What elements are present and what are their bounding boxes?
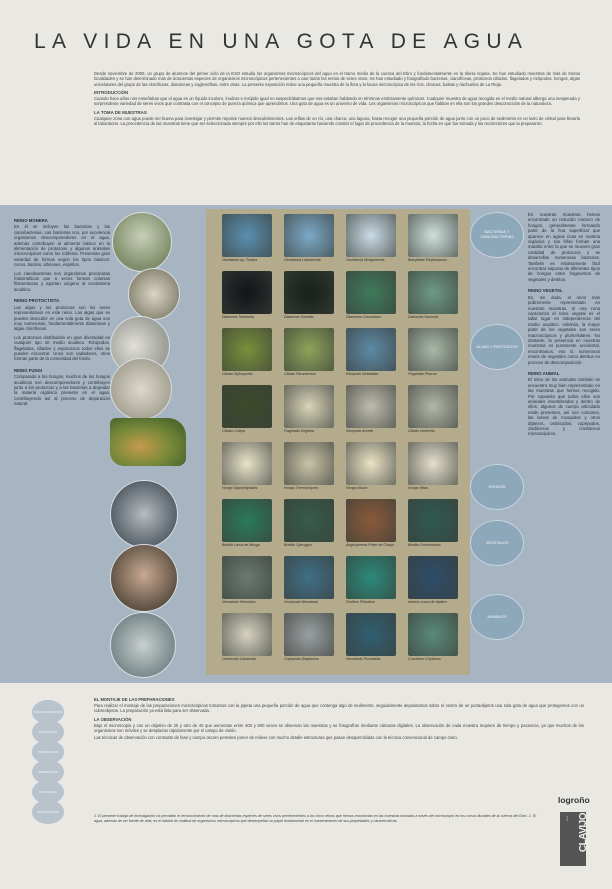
organism-photo — [222, 613, 272, 656]
organism-photo — [346, 214, 396, 257]
organism-photo — [346, 271, 396, 314]
monera-text-2: Los cianobacterias son organismos procariotas fotosintéticos que a veces forman colonias filamentosas y aportan oxígeno al ecosistema acuático. — [14, 270, 110, 292]
organism-photo — [284, 271, 334, 314]
organism-cell — [346, 271, 396, 323]
intro-paragraph: Desde noviembre de 2006, un grupo de alumnos del primer ciclo de la ESO estudia los organismos microscópicos del agua en el tramo medio de la cuenca del Ebro y fundamentalmente en la ribera riojana. Se han estudiado muestras de más de treinta localidades y se han determinado más de doscientas especies de organismos microscópicos pertenecientes a casi todos los reinos de seres vivos. Se han estudiado y fotografiado bacterias, cianofíceas, protozoos ciliados, flagelados y rizópodos, hongos, algas unicelulares del grupo de las cloroficeas, diatomeas y euglenofitas, entre otras. La presente exposición reúne una pequeña muestra de la flora y la fauna microscópica de los ríos, charcas, balsas y riachuelos de La Rioja. — [94, 71, 580, 87]
organism-caption: Diatomea Surirella — [284, 315, 314, 319]
process-step: IDENTIFICACIÓN — [32, 800, 64, 824]
organism-caption: Rizópodo Nebelidae — [346, 372, 379, 376]
monera-text: En él se incluyen las bacterias y las cianobacterias. Las bacterias son, por excelencia organismos descomponedores en el agua, además contribuyen al alimento básico en la alimentación de protozoos y algunos animales microscópicos como los rotíferos. Presentan gran variedad de formas según los tipos básicos: cocos, bacilos, vibriones, espirilos. — [14, 224, 110, 268]
organism-cell — [408, 271, 458, 323]
organism-photo — [346, 385, 396, 428]
organism-caption: Diatomea Navicula — [408, 315, 439, 319]
organism-caption: Ciliado Stylonychia — [222, 372, 253, 376]
organism-photo — [222, 328, 272, 371]
sampling-paragraph: Cualquier zona con agua puede ser buena para investigar y permite reportar nuevos descubrimientos. Las orillas de un río, una charca, una laguna, hasta recoger una pequeña porción de agua junto con un poco de sedimento en un tarro de cristal para llevarla al laboratorio. La procedencia de las muestras tiene que ser seleccionada siempre por ello los tarros han de etiquetarse haciendo constar el lugar de procedencia de la muestra, la fecha en que fue tomada y los recolectores que la prepararon. — [94, 116, 580, 127]
organism-cell — [284, 385, 334, 437]
organism-cell — [222, 556, 272, 608]
fungi-right-text: En nuestras muestras hemos encontrado un reducido número de hongos, generalmente formando parte de la fina superficial que aparece en aguas ricas en materia orgánica y sus hifas forman una maraña entre la que se mueven gran cantidad de protozoos y se desarrollan numerosas bacterias. También es relativamente fácil encontrar esporas de diferentes tipos de hongos entre fragmentos de vegetales y detritus. — [528, 212, 600, 282]
organism-photo — [284, 499, 334, 542]
organism-caption: Nematodo Helmintos — [222, 600, 256, 604]
organism-cell — [346, 214, 396, 266]
organism-photo — [284, 214, 334, 257]
organism-caption: Angiosperma Polen de Chopo — [346, 543, 394, 547]
organism-caption: Oscilatoria sp. Tonsus — [222, 258, 258, 262]
organism-caption: Rizópodo Arcella — [346, 429, 374, 433]
organism-caption: Insecto Larva de díptero — [408, 600, 447, 604]
organism-photo — [222, 556, 272, 599]
category-circle: HONGOS — [470, 464, 524, 510]
organism-caption: Oscilatoria Leptotrichia — [284, 258, 321, 262]
organism-photo — [408, 271, 458, 314]
organism-photo — [284, 328, 334, 371]
organism-photo — [408, 442, 458, 485]
organism-cell — [346, 328, 396, 380]
river-basin-map — [110, 418, 186, 466]
organism-cell — [284, 499, 334, 551]
organism-photo — [408, 499, 458, 542]
organism-photo — [222, 442, 272, 485]
organism-caption: Flagelado Phacus — [408, 372, 437, 376]
organism-photo — [408, 385, 458, 428]
organism-photo — [284, 385, 334, 428]
organism-cell — [408, 385, 458, 437]
logrono-logo: logroño — [558, 795, 590, 805]
organism-cell — [408, 499, 458, 551]
organism-cell — [222, 328, 272, 380]
organism-photo — [222, 271, 272, 314]
vegetal-heading: REINO VEGETAL — [528, 288, 563, 294]
algae-text: Las algas y los protozoos son los seres representativos en este reino. Las algas que se pueden descubrir en una sola gota de agua son muy numerosas, fundamentalmente diatomeas y algas cloroficeas. — [14, 304, 110, 332]
organism-photo — [346, 499, 396, 542]
left-column — [14, 212, 110, 410]
organism-photo — [408, 328, 458, 371]
organism-caption: Flagelado Euglena — [284, 429, 314, 433]
category-circle: ANIMALES — [470, 594, 524, 640]
sampling-heading: LA TOMA DE MUESTRAS — [94, 109, 147, 115]
organism-caption: Ciliado Coleps — [222, 429, 246, 433]
organism-caption: Ciliado Vorticella — [408, 429, 435, 433]
organism-caption: Botryllidae Eleptosaurus — [408, 258, 447, 262]
organism-cell — [408, 442, 458, 494]
organism-caption: Briofito Spirogyra — [284, 543, 312, 547]
right-column — [528, 212, 600, 440]
process-step: OBSERVACIÓN — [32, 760, 64, 784]
organism-caption: Briofito Larva de Musgo — [222, 543, 260, 547]
organism-caption: Diatomea Tabellaria — [222, 315, 254, 319]
organism-cell — [222, 442, 272, 494]
organism-caption: Ostrácodo Nematodo — [284, 600, 319, 604]
clavijo-logo-sub: i.e.s. — [565, 815, 569, 822]
animal-text: El reino de los animales también se encuentra muy bien representado en las muestras que hemos recogido. Por supuesto que todos ellos son animales invertebrados y dentro de ellos, algunos de cuerpo articulado están presentes, así son comunes, las larvas de mosquitos y otros dípteros, ostrácodos, copépodos, cladóceros y crustáceos microscópicos. — [528, 377, 600, 437]
protoctista-heading: REINO PROTOCTISTA — [14, 298, 60, 304]
process-step: TOMA DE MUESTRAS — [32, 700, 64, 724]
organism-photo — [346, 556, 396, 599]
intro-heading: INTRODUCCIÓN — [94, 89, 129, 95]
category-circle: BACTERIAS Y CIANOBACTERIAS — [470, 212, 524, 258]
mounting-text: Para realizar el montaje de las preparaciones microscópicas tomamos con la pipeta una pequeña porción de agua que contenga algo de sedimento, seguidamente depositamos sobre el centro de un portaobjetos una sola gota de agua que protegemos con un cubreobjetos. La preparación ya está lista para ser observada. — [94, 703, 584, 714]
organism-caption: Diatomea Cosmarium — [346, 315, 381, 319]
intro-paragraph-2: Cuando hace años nos enseñaban que el agua es un líquido incoloro, inodoro e insípido igual no sospechábamos que nos estaban hablando en términos estrictamente químicos. Cualquier muestra de agua recogida en el medio natural alberga una inesperada y sorprendente variedad de seres vivos que contrasta con el concepto de pureza química que aprendimos. Una gota de agua es un universo de vida. Los organismos microscópicos que habitan en ella son los grandes desconocidos de la naturaleza. — [94, 96, 580, 107]
photo-labeling — [110, 358, 172, 420]
photo-microscope — [110, 480, 178, 548]
organism-photo — [284, 613, 334, 656]
process-step: PREPARACIÓN — [32, 740, 64, 764]
fungi-heading: REINO FUNGI — [14, 367, 43, 373]
organism-cell — [284, 214, 334, 266]
clavijo-logo-text: CLAVIJO — [578, 813, 589, 853]
organism-photo — [284, 442, 334, 485]
organism-cell — [408, 214, 458, 266]
organism-photo — [222, 385, 272, 428]
organism-caption: Hongo Thermomyces — [284, 486, 319, 490]
organism-caption: Rotífero Philodina — [346, 600, 375, 604]
process-step: ETIQUETADO — [32, 720, 64, 744]
organism-cell — [346, 442, 396, 494]
organism-cell — [346, 613, 396, 665]
organism-caption: Briofito Germinación — [408, 543, 441, 547]
organism-cell — [346, 556, 396, 608]
animal-heading: REINO ANIMAL — [528, 370, 560, 376]
organism-photo — [346, 613, 396, 656]
organism-caption: Nematodo Plumatella — [346, 657, 381, 661]
photo-sample-jars — [128, 268, 180, 320]
monera-heading: REINO MONERA — [14, 218, 48, 223]
photo-sample-collection — [110, 612, 176, 678]
organism-caption: Copépodo Diaptomus — [284, 657, 319, 661]
organism-cell — [284, 556, 334, 608]
organism-photo — [346, 328, 396, 371]
organism-cell — [346, 499, 396, 551]
organism-photo — [408, 556, 458, 599]
organism-caption: Ciliado Paramecium — [284, 372, 317, 376]
organism-caption: Hongo Saprolegniales — [222, 486, 258, 490]
observation-heading: LA OBSERVACIÓN — [94, 716, 132, 722]
methods-section — [94, 694, 584, 742]
organism-cell — [408, 556, 458, 608]
organism-cell — [222, 214, 272, 266]
organism-cell — [284, 271, 334, 323]
photo-students-sampling — [112, 212, 172, 272]
organism-photo — [222, 499, 272, 542]
organism-cell — [408, 613, 458, 665]
process-step: FOTOGRAFÍA — [32, 780, 64, 804]
category-circle: ALGAS Y PROTOZOOS — [470, 324, 524, 370]
organism-photo — [408, 214, 458, 257]
category-circle: VEGETALES — [470, 520, 524, 566]
organism-photo — [284, 556, 334, 599]
protozoa-text: Los protozoos distribuidos en gran diversidad en cualquier tipo de medio acuático. Rizópodos, flagelados, ciliados y esporozoos todos ellos se pueden encontrar. Unos son nadadores, otros forman parte de la comunidad del fondo. — [14, 334, 110, 362]
organism-cell — [284, 442, 334, 494]
organism-cell — [222, 499, 272, 551]
observation-text: Bajo el microscopio y con un objetivo de 20 y otro de 40 que aumentan entre 400 y 800 veces se observan las muestras y se fotografían mediante cámaras digitales. La observación de cada muestra requiere de tiempo y paciencia, ya que muchos de los organismos son móviles y se desplazan rápidamente por el campo de visión. — [94, 722, 584, 734]
footnote: 1. El presente trabajo de investigación ha permitido el reconocimiento de más de doscientas especies de seres vivos pertenecientes a los cinco reinos que hemos encontrado en las muestras tomadas a través del microscopio en los cursos fluviales de la cuenca del Ebro. 2. El agua, además de ser fuente de vida, es el hábitat de multitud de organismos microscópicos que desempeñan un papel fundamental en el mantenimiento de sus propiedades y características. — [94, 814, 536, 823]
organism-cell — [284, 328, 334, 380]
photo-students-microscope — [110, 544, 178, 612]
organism-cell — [222, 613, 272, 665]
organism-photo — [222, 214, 272, 257]
organism-caption: Ostrácodo Ostrácodo — [222, 657, 257, 661]
organism-caption: Hongo Mucor — [346, 486, 368, 490]
organism-cell — [346, 385, 396, 437]
observation-text-2: Las técnicas de observación con contraste de fase y campo oscuro permiten poner de relieve con mucho detalle estructuras que pasan desapercibidas con la técnica convencional de campo claro. — [94, 735, 458, 741]
organism-cell — [222, 271, 272, 323]
organism-cell — [284, 613, 334, 665]
mounting-heading: EL MONTAJE DE LAS PREPARACIONES — [94, 697, 175, 702]
organism-photo — [408, 613, 458, 656]
organism-cell — [222, 385, 272, 437]
organism-caption: Crustáceo Chydorus — [408, 657, 441, 661]
organism-caption: Oscilatoria Morganensis — [346, 258, 385, 262]
poster-title: LA VIDA EN UNA GOTA DE AGUA — [34, 30, 529, 53]
organism-cell — [408, 328, 458, 380]
fungi-text: Comparado a los hongos, muchos de los hongos acuáticos son descomponedores y contribuyen junto a los protozoos y a las bacterias a degradar la materia orgánica presente en el agua, contribuyendo así al proceso de depuración natural. — [14, 374, 110, 407]
organism-photo — [346, 442, 396, 485]
organism-caption: Hongo Hifas — [408, 486, 428, 490]
vegetal-text: Es, sin duda, el reino más pobremente representado en nuestras muestras. Si una zona caracteriza el reino vegetal es el tallar lugar en independencia del medio acuático. Además, la mayor parte de los vegetales son seres macroscópicos y pluricelulares. No obstante, la presencia en nuestras muestras es puramente accidental, encontramos, eso sí, numerosos restos de vegetales como detritus en proceso de descomposición. — [528, 294, 600, 365]
intro-section — [94, 71, 580, 128]
